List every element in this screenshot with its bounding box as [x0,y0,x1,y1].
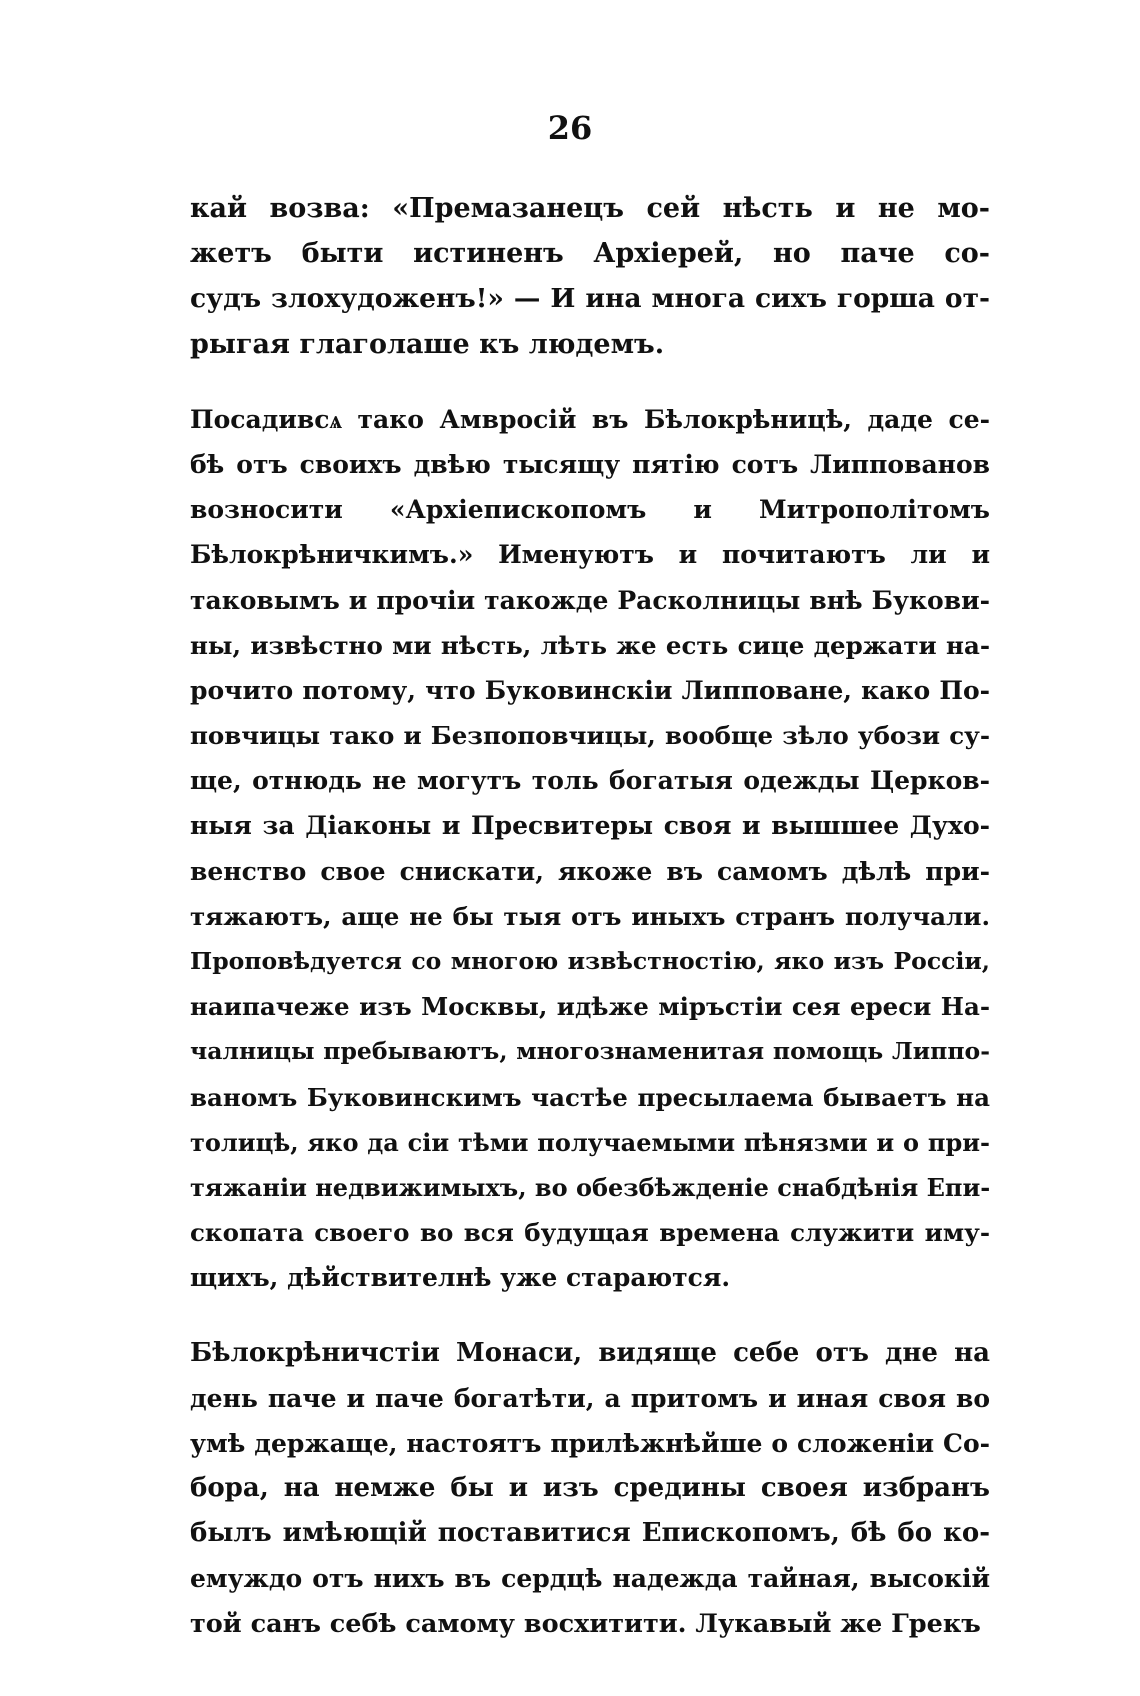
text-line: Посадивсѧ тако Амвросій въ Бѣлокрѣницѣ, даде се- [190,404,990,434]
text-line: ще, отнюдь не могутъ толь богатыя одежды Церков- [190,766,990,796]
text-line: бѣ отъ своихъ двѣю тысящу пятію сотъ Липпованов [190,449,990,479]
text-line: ныя за Діаконы и Пресвитеры своя и вышшее Духо- [190,811,990,841]
page-number: 26 [547,109,593,147]
text-line: чалницы пребываютъ, многознаменитая помощь Липпо- [190,1037,990,1066]
text-line: умѣ держаще, настоятъ прилѣжнѣйше о сложеніи Со- [190,1428,990,1458]
paragraph-1 [190,186,990,367]
text-line: рыгая глаголаше къ людемъ. [190,328,665,360]
text-line: емуждо отъ нихъ въ сердцѣ надежда тайная, высокій [190,1564,990,1594]
text-line: повчицы тако и Безпоповчицы, вообще зѣло убози су- [190,721,990,751]
text-line: Бѣлокрѣничкимъ.» Именуютъ и почитаютъ ли и [190,540,990,570]
paragraph-2 [190,397,990,1301]
text-line: тяжаютъ, аще не бы тыя отъ иныхъ странъ получали. [190,901,990,931]
text-line: Проповѣдуется со многою извѣстностію, яко изъ Россіи, [190,947,990,975]
paragraph-3 [190,1331,990,1647]
text-line: щихъ, дѣйствителнѣ уже стараются. [190,1263,731,1293]
body-text [190,186,990,1677]
text-line: день паче и паче богатѣти, а притомъ и иная своя во [190,1383,990,1413]
text-line: жетъ быти истиненъ Архіерей, но паче со- [190,238,990,270]
text-line: наипачеже изъ Москвы, идѣже міръстіи сея ереси На- [190,992,990,1022]
text-line: ваномъ Буковинскимъ частѣе пресылаема бываетъ на [190,1082,990,1112]
text-line: Бѣлокрѣничстіи Монаси, видяще себе отъ дне на [190,1337,990,1368]
text-line: толицѣ, яко да сіи тѣми получаемыми пѣнязми и о при- [190,1127,990,1157]
text-line: бора, на немже бы и изъ средины своея избранъ [190,1473,990,1504]
text-line: ны, извѣстно ми нѣсть, лѣть же есть сице держати на- [190,630,990,660]
text-line: венство свое снискати, якоже въ самомъ дѣлѣ при- [190,856,990,886]
text-line: тяжаніи недвижимыхъ, во обезбѣжденіе снабдѣнія Епи- [190,1172,991,1202]
text-line: скопата своего во вся будущая времена служити иму- [190,1218,990,1248]
text-line: судъ злохудоженъ!» — И ина многа сихъ горша от- [190,283,990,315]
text-line: кай возва: «Премазанецъ сей нѣсть и не мо- [190,193,990,224]
text-line: рочито потому, что Буковинскіи Липповане, како По- [190,675,990,705]
text-line: возносити «Архіепископомъ и Митрополітомъ [190,495,990,525]
text-line: таковымъ и прочіи такожде Расколницы внѣ Букови- [190,585,990,615]
text-line: той санъ себѣ самому восхитити. Лукавый же Грекъ [190,1608,981,1639]
text-line: былъ имѣющій поставитися Епископомъ, бѣ бо ко- [190,1518,990,1549]
